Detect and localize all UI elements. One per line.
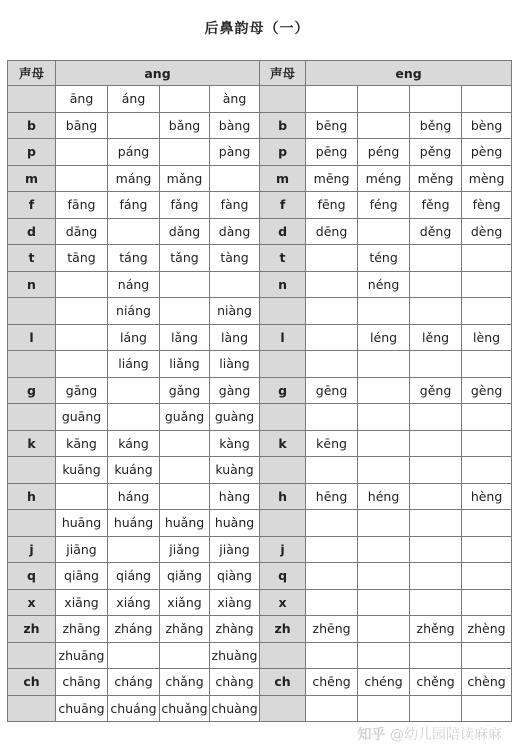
syllable-cell: néng [358, 271, 410, 298]
syllable-cell: běng [410, 112, 462, 139]
zhihu-logo: 知乎 [357, 727, 386, 743]
syllable-cell: fǎng [160, 192, 210, 219]
syllable-cell: xiáng [108, 589, 160, 616]
table-row [8, 245, 512, 272]
watermark [358, 724, 502, 744]
syllable-cell [306, 271, 358, 298]
syllable-cell [410, 430, 462, 457]
syllable-cell [160, 298, 210, 325]
syllable-cell: bèng [462, 112, 512, 139]
initial-cell: ch [260, 669, 306, 696]
syllable-cell [410, 642, 462, 669]
syllable-cell [462, 563, 512, 590]
syllable-cell: zhàng [210, 616, 260, 643]
syllable-cell: jiǎng [160, 536, 210, 563]
initial-cell [260, 695, 306, 722]
initial-cell: f [8, 192, 56, 219]
syllable-cell [56, 483, 108, 510]
syllable-cell: huǎng [160, 510, 210, 537]
syllable-cell: guǎng [160, 404, 210, 431]
watermark-handle: @幼儿园陪读麻麻 [390, 727, 502, 743]
syllable-cell: pèng [462, 139, 512, 166]
table-row [8, 589, 512, 616]
syllable-cell [410, 536, 462, 563]
initial-cell: m [260, 165, 306, 192]
syllable-cell [56, 271, 108, 298]
initial-cell: n [260, 271, 306, 298]
initial-cell: d [260, 218, 306, 245]
table-row [8, 165, 512, 192]
syllable-cell: àng [210, 86, 260, 113]
initial-cell: n [8, 271, 56, 298]
syllable-cell [462, 430, 512, 457]
initial-cell: ch [8, 669, 56, 696]
syllable-cell: qiáng [108, 563, 160, 590]
initial-cell: j [8, 536, 56, 563]
syllable-cell [462, 536, 512, 563]
initial-cell: b [8, 112, 56, 139]
syllable-cell: dēng [306, 218, 358, 245]
syllable-cell [160, 642, 210, 669]
syllable-cell: máng [108, 165, 160, 192]
syllable-cell: zhǎng [160, 616, 210, 643]
table-row [8, 377, 512, 404]
syllable-cell [462, 457, 512, 484]
syllable-cell: gàng [210, 377, 260, 404]
syllable-cell: chuāng [56, 695, 108, 722]
table-header-row [8, 61, 512, 86]
syllable-cell [462, 404, 512, 431]
syllable-cell [462, 351, 512, 378]
syllable-cell: lǎng [160, 324, 210, 351]
initial-cell [8, 457, 56, 484]
initial-cell [8, 642, 56, 669]
initial-cell: l [260, 324, 306, 351]
initial-cell: l [8, 324, 56, 351]
initial-cell: k [8, 430, 56, 457]
syllable-cell [358, 430, 410, 457]
syllable-cell [210, 271, 260, 298]
initial-cell: h [260, 483, 306, 510]
syllable-cell [160, 457, 210, 484]
syllable-cell: kāng [56, 430, 108, 457]
syllable-cell [462, 510, 512, 537]
syllable-cell: bēng [306, 112, 358, 139]
syllable-cell [462, 298, 512, 325]
initial-cell: x [260, 589, 306, 616]
syllable-cell: kēng [306, 430, 358, 457]
syllable-cell: péng [358, 139, 410, 166]
syllable-cell: qiǎng [160, 563, 210, 590]
syllable-cell: huàng [210, 510, 260, 537]
syllable-cell [306, 404, 358, 431]
syllable-cell: kuáng [108, 457, 160, 484]
syllable-cell [56, 351, 108, 378]
syllable-cell [410, 589, 462, 616]
syllable-cell: zhèng [462, 616, 512, 643]
syllable-cell: kàng [210, 430, 260, 457]
syllable-cell [160, 271, 210, 298]
table-row [8, 271, 512, 298]
syllable-cell [358, 298, 410, 325]
syllable-cell [306, 695, 358, 722]
syllable-cell [410, 457, 462, 484]
syllable-cell: zhuāng [56, 642, 108, 669]
syllable-cell [306, 351, 358, 378]
syllable-cell: niáng [108, 298, 160, 325]
syllable-cell: jiāng [56, 536, 108, 563]
table-row [8, 298, 512, 325]
table-row [8, 192, 512, 219]
syllable-cell: páng [108, 139, 160, 166]
initial-cell: g [260, 377, 306, 404]
syllable-cell [410, 245, 462, 272]
table-row [8, 510, 512, 537]
syllable-cell [210, 165, 260, 192]
syllable-cell: fáng [108, 192, 160, 219]
initial-cell [8, 695, 56, 722]
table-row [8, 563, 512, 590]
syllable-cell: dàng [210, 218, 260, 245]
syllable-cell [160, 483, 210, 510]
syllable-cell: làng [210, 324, 260, 351]
syllable-cell: bāng [56, 112, 108, 139]
syllable-cell [108, 112, 160, 139]
initial-header: 声母 [260, 61, 306, 86]
initial-cell: k [260, 430, 306, 457]
initial-cell [8, 86, 56, 113]
syllable-cell [358, 377, 410, 404]
syllable-cell: mǎng [160, 165, 210, 192]
syllable-cell: chuáng [108, 695, 160, 722]
syllable-cell [358, 510, 410, 537]
table-row [8, 351, 512, 378]
syllable-cell: chuàng [210, 695, 260, 722]
syllable-cell: dǎng [160, 218, 210, 245]
syllable-cell: léng [358, 324, 410, 351]
syllable-cell: héng [358, 483, 410, 510]
syllable-cell: huáng [108, 510, 160, 537]
syllable-cell: fàng [210, 192, 260, 219]
table-row [8, 642, 512, 669]
syllable-cell: děng [410, 218, 462, 245]
syllable-cell [358, 457, 410, 484]
initial-cell [260, 86, 306, 113]
initial-cell: f [260, 192, 306, 219]
syllable-cell: téng [358, 245, 410, 272]
syllable-cell [462, 642, 512, 669]
syllable-cell: fěng [410, 192, 462, 219]
syllable-cell: gāng [56, 377, 108, 404]
syllable-cell [306, 589, 358, 616]
table-row [8, 616, 512, 643]
table-row [8, 695, 512, 722]
table-row [8, 139, 512, 166]
syllable-cell: huāng [56, 510, 108, 537]
syllable-cell: chǎng [160, 669, 210, 696]
syllable-cell [410, 695, 462, 722]
syllable-cell [358, 536, 410, 563]
syllable-cell: chèng [462, 669, 512, 696]
syllable-cell [462, 589, 512, 616]
initial-cell: t [260, 245, 306, 272]
initial-cell: p [8, 139, 56, 166]
syllable-cell: fēng [306, 192, 358, 219]
table-row [8, 404, 512, 431]
syllable-cell: pàng [210, 139, 260, 166]
syllable-cell [306, 245, 358, 272]
syllable-cell: dāng [56, 218, 108, 245]
initial-cell [8, 298, 56, 325]
syllable-cell [56, 324, 108, 351]
syllable-cell [358, 351, 410, 378]
syllable-cell [306, 324, 358, 351]
syllable-cell [358, 218, 410, 245]
syllable-cell: tāng [56, 245, 108, 272]
syllable-cell [410, 483, 462, 510]
table-row [8, 218, 512, 245]
syllable-cell: féng [358, 192, 410, 219]
syllable-cell: chēng [306, 669, 358, 696]
syllable-cell: bǎng [160, 112, 210, 139]
initial-cell [8, 351, 56, 378]
syllable-cell [306, 536, 358, 563]
syllable-cell: fāng [56, 192, 108, 219]
initial-cell: zh [8, 616, 56, 643]
initial-cell [260, 642, 306, 669]
table-row [8, 483, 512, 510]
syllable-cell [410, 298, 462, 325]
syllable-cell [410, 563, 462, 590]
syllable-cell [410, 404, 462, 431]
initial-cell: h [8, 483, 56, 510]
syllable-cell [462, 695, 512, 722]
syllable-cell [410, 510, 462, 537]
syllable-cell: zhāng [56, 616, 108, 643]
syllable-cell: chéng [358, 669, 410, 696]
initial-cell [260, 298, 306, 325]
pinyin-table [7, 60, 512, 722]
syllable-cell: lèng [462, 324, 512, 351]
syllable-cell: náng [108, 271, 160, 298]
initial-cell: m [8, 165, 56, 192]
syllable-cell [306, 510, 358, 537]
syllable-cell: dèng [462, 218, 512, 245]
group-header-eng: eng [306, 61, 512, 86]
syllable-cell [160, 139, 210, 166]
page-title: 后鼻韵母（一） [204, 21, 310, 37]
syllable-cell [358, 112, 410, 139]
initial-cell [8, 404, 56, 431]
initial-cell: g [8, 377, 56, 404]
syllable-cell: chuǎng [160, 695, 210, 722]
syllable-cell: zhěng [410, 616, 462, 643]
syllable-cell: fèng [462, 192, 512, 219]
syllable-cell: liàng [210, 351, 260, 378]
syllable-cell: mēng [306, 165, 358, 192]
syllable-cell [410, 351, 462, 378]
syllable-cell [306, 298, 358, 325]
syllable-cell [108, 642, 160, 669]
initial-cell: x [8, 589, 56, 616]
initial-cell: t [8, 245, 56, 272]
syllable-cell: hèng [462, 483, 512, 510]
syllable-cell: táng [108, 245, 160, 272]
syllable-cell: hēng [306, 483, 358, 510]
initial-cell: q [8, 563, 56, 590]
syllable-cell: niàng [210, 298, 260, 325]
syllable-cell: jiàng [210, 536, 260, 563]
syllable-cell: méng [358, 165, 410, 192]
syllable-cell [358, 642, 410, 669]
table-row [8, 430, 512, 457]
syllable-cell [108, 218, 160, 245]
syllable-cell [108, 536, 160, 563]
syllable-cell: chàng [210, 669, 260, 696]
syllable-cell [462, 271, 512, 298]
syllable-cell: zháng [108, 616, 160, 643]
group-header-ang: ang [56, 61, 260, 86]
table-body [8, 86, 512, 722]
syllable-cell: āng [56, 86, 108, 113]
syllable-cell [306, 86, 358, 113]
syllable-cell: zhuàng [210, 642, 260, 669]
syllable-cell: chāng [56, 669, 108, 696]
syllable-cell [358, 86, 410, 113]
syllable-cell: háng [108, 483, 160, 510]
syllable-cell [358, 695, 410, 722]
syllable-cell: guāng [56, 404, 108, 431]
syllable-cell: lěng [410, 324, 462, 351]
syllable-cell [306, 563, 358, 590]
syllable-cell [160, 430, 210, 457]
syllable-cell: gēng [306, 377, 358, 404]
syllable-cell: gǎng [160, 377, 210, 404]
initial-cell [260, 457, 306, 484]
syllable-cell [410, 271, 462, 298]
syllable-cell [358, 404, 410, 431]
initial-cell [8, 510, 56, 537]
syllable-cell: tǎng [160, 245, 210, 272]
initial-cell: zh [260, 616, 306, 643]
initial-header: 声母 [8, 61, 56, 86]
syllable-cell: liáng [108, 351, 160, 378]
syllable-cell [56, 139, 108, 166]
syllable-cell: pěng [410, 139, 462, 166]
initial-cell: b [260, 112, 306, 139]
syllable-cell: áng [108, 86, 160, 113]
syllable-cell: xiàng [210, 589, 260, 616]
table-row [8, 457, 512, 484]
syllable-cell [358, 563, 410, 590]
initial-cell: d [8, 218, 56, 245]
table-row [8, 86, 512, 113]
syllable-cell: liǎng [160, 351, 210, 378]
table-row [8, 669, 512, 696]
syllable-cell: qiàng [210, 563, 260, 590]
syllable-cell [306, 457, 358, 484]
syllable-cell: qiāng [56, 563, 108, 590]
initial-cell: q [260, 563, 306, 590]
syllable-cell [56, 165, 108, 192]
syllable-cell: guàng [210, 404, 260, 431]
initial-cell [260, 351, 306, 378]
initial-cell [260, 404, 306, 431]
syllable-cell: měng [410, 165, 462, 192]
syllable-cell [306, 642, 358, 669]
syllable-cell: xiāng [56, 589, 108, 616]
initial-cell: p [260, 139, 306, 166]
initial-cell [260, 510, 306, 537]
syllable-cell [108, 377, 160, 404]
table-row [8, 536, 512, 563]
syllable-cell: bàng [210, 112, 260, 139]
syllable-cell: gèng [462, 377, 512, 404]
syllable-cell: kuāng [56, 457, 108, 484]
syllable-cell: pēng [306, 139, 358, 166]
syllable-cell: tàng [210, 245, 260, 272]
syllable-cell: xiǎng [160, 589, 210, 616]
syllable-cell [462, 245, 512, 272]
syllable-cell: láng [108, 324, 160, 351]
syllable-cell: káng [108, 430, 160, 457]
table-row [8, 324, 512, 351]
syllable-cell [358, 589, 410, 616]
syllable-cell [56, 298, 108, 325]
syllable-cell [358, 616, 410, 643]
syllable-cell [410, 86, 462, 113]
initial-cell: j [260, 536, 306, 563]
syllable-cell: hàng [210, 483, 260, 510]
syllable-cell: mèng [462, 165, 512, 192]
syllable-cell: zhēng [306, 616, 358, 643]
syllable-cell: chěng [410, 669, 462, 696]
syllable-cell: cháng [108, 669, 160, 696]
syllable-cell [462, 86, 512, 113]
syllable-cell [108, 404, 160, 431]
table-row [8, 112, 512, 139]
syllable-cell: gěng [410, 377, 462, 404]
syllable-cell: kuàng [210, 457, 260, 484]
syllable-cell [160, 86, 210, 113]
